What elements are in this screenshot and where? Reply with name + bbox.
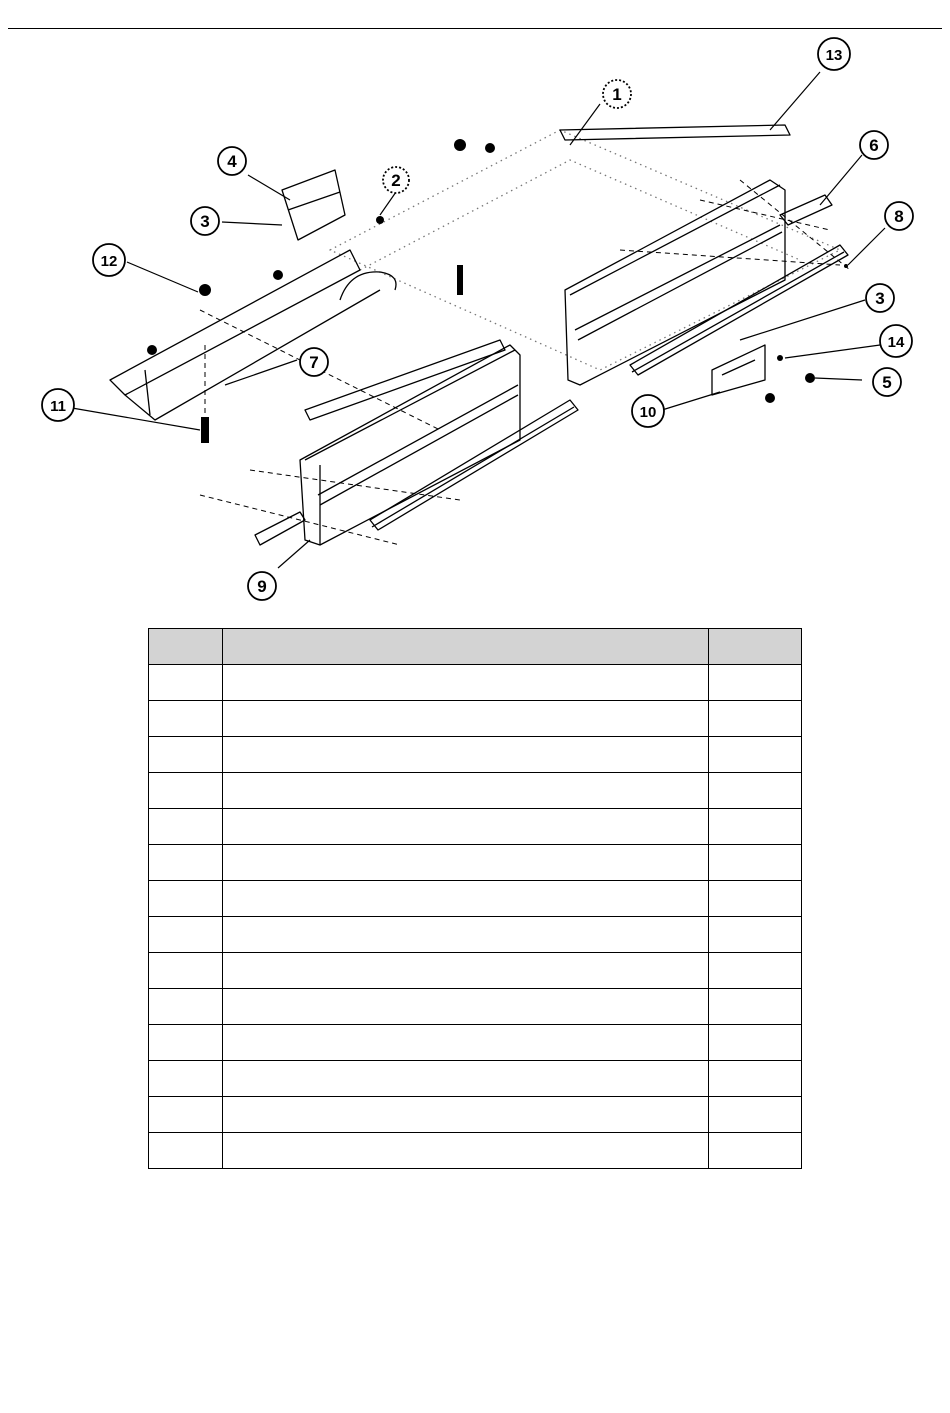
- callout-10: 10: [639, 404, 657, 421]
- callout-14: 14: [887, 334, 905, 351]
- cell-description: [223, 989, 709, 1025]
- cell-description: [223, 1133, 709, 1169]
- cell-no: [149, 665, 223, 701]
- callout-9: 9: [257, 577, 267, 596]
- callout-7: 7: [309, 353, 319, 372]
- table-row: [149, 1133, 802, 1169]
- bracket: [712, 345, 765, 395]
- table-row: [149, 1025, 802, 1061]
- cell-no: [149, 1061, 223, 1097]
- cell-description: [223, 881, 709, 917]
- cell-no: [149, 917, 223, 953]
- cell-no: [149, 1133, 223, 1169]
- left-fence-extension: [110, 250, 380, 420]
- callout-6: 6: [869, 136, 879, 155]
- cell-no: [149, 809, 223, 845]
- table-header-row: [149, 629, 802, 665]
- cell-qty: [709, 737, 802, 773]
- table-row: [149, 989, 802, 1025]
- front-fence: [300, 345, 520, 545]
- cell-description: [223, 1025, 709, 1061]
- cell-qty: [709, 989, 802, 1025]
- table-row: [149, 1097, 802, 1133]
- table-row: [149, 701, 802, 737]
- callout-1: 1: [612, 85, 622, 104]
- cell-qty: [709, 701, 802, 737]
- cell-description: [223, 809, 709, 845]
- cell-no: [149, 845, 223, 881]
- cell-qty: [709, 773, 802, 809]
- rear-rail: [630, 245, 848, 375]
- cell-qty: [709, 953, 802, 989]
- parts-table: [148, 628, 802, 1169]
- top-rule: [8, 28, 942, 29]
- table-row: [149, 737, 802, 773]
- header-description: [223, 629, 709, 665]
- table-row: [149, 1061, 802, 1097]
- exploded-parts-diagram: [0, 30, 950, 610]
- cell-qty: [709, 1025, 802, 1061]
- cell-no: [149, 773, 223, 809]
- callout-3b: 3: [875, 289, 885, 308]
- callout-12: 12: [100, 253, 118, 270]
- table-row: [149, 773, 802, 809]
- table-row: [149, 665, 802, 701]
- cell-qty: [709, 1061, 802, 1097]
- cell-qty: [709, 809, 802, 845]
- header-no: [149, 629, 223, 665]
- cell-no: [149, 1025, 223, 1061]
- callout-13: 13: [825, 47, 843, 64]
- callout-8: 8: [894, 207, 904, 226]
- cell-no: [149, 953, 223, 989]
- table-row: [149, 809, 802, 845]
- cell-no: [149, 989, 223, 1025]
- table-row: [149, 845, 802, 881]
- table-top: [330, 130, 840, 370]
- cell-description: [223, 701, 709, 737]
- fasteners: [147, 139, 848, 443]
- cell-description: [223, 917, 709, 953]
- cell-description: [223, 737, 709, 773]
- callout-text: [50, 47, 905, 596]
- assembly-lines: [200, 180, 850, 545]
- header-qty: [709, 629, 802, 665]
- cell-description: [223, 665, 709, 701]
- callout-11: 11: [50, 398, 66, 415]
- cell-description: [223, 1061, 709, 1097]
- callout-5: 5: [882, 373, 892, 392]
- cell-description: [223, 773, 709, 809]
- table-row: [149, 953, 802, 989]
- cell-description: [223, 1097, 709, 1133]
- cell-description: [223, 845, 709, 881]
- callout-labels: [42, 38, 913, 600]
- cell-qty: [709, 1133, 802, 1169]
- plate: [282, 170, 345, 240]
- callout-4: 4: [227, 152, 237, 171]
- table-row: [149, 917, 802, 953]
- cell-qty: [709, 845, 802, 881]
- cell-description: [223, 953, 709, 989]
- callout-2: 2: [391, 171, 401, 190]
- table-row: [149, 881, 802, 917]
- cell-no: [149, 701, 223, 737]
- cell-qty: [709, 1097, 802, 1133]
- cell-no: [149, 1097, 223, 1133]
- callout-3a: 3: [200, 212, 210, 231]
- cell-qty: [709, 917, 802, 953]
- top-rail: [560, 125, 790, 140]
- cell-qty: [709, 881, 802, 917]
- cell-no: [149, 881, 223, 917]
- cell-no: [149, 737, 223, 773]
- cell-qty: [709, 665, 802, 701]
